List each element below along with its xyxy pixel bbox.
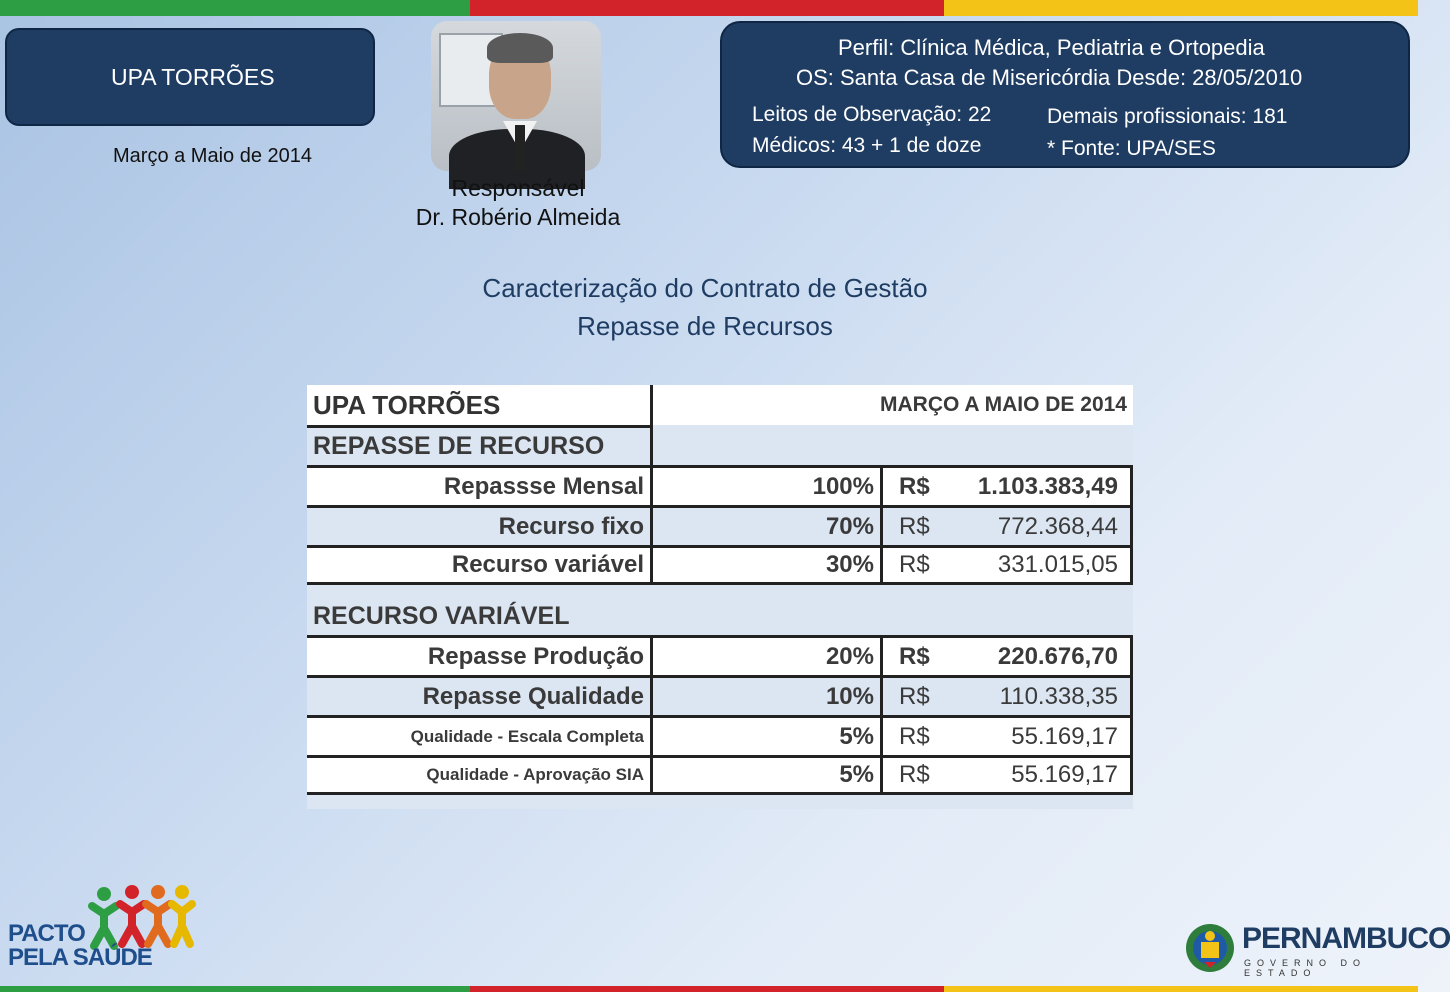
state-emblem-icon bbox=[1184, 922, 1236, 974]
row-label: Qualidade - Escala Completa bbox=[307, 718, 653, 755]
row-label: Recurso variável bbox=[307, 548, 653, 582]
unit-name: UPA TORRÕES bbox=[111, 63, 275, 90]
responsible-caption bbox=[398, 174, 638, 232]
row-currency: R$ bbox=[899, 642, 930, 670]
table-row bbox=[307, 505, 1133, 545]
section-subtitle: Repasse de Recursos bbox=[577, 311, 833, 341]
row-currency: R$ bbox=[899, 761, 930, 788]
other-staff-count: Demais profissionais: 181 bbox=[1047, 105, 1288, 128]
row-percent: 100% bbox=[653, 468, 883, 505]
row-currency: R$ bbox=[899, 551, 930, 578]
row-label: Recurso fixo bbox=[307, 508, 653, 545]
unit-name-box bbox=[5, 28, 375, 126]
table-row bbox=[307, 675, 1133, 715]
table-unit: UPA TORRÕES bbox=[307, 385, 653, 425]
os-line: OS: Santa Casa de Misericórdia Desde: 28/05/2010 bbox=[796, 65, 1303, 90]
row-amount: 110.338,35 bbox=[999, 682, 1118, 710]
table-header-row bbox=[307, 385, 1133, 425]
row-percent: 5% bbox=[653, 718, 883, 755]
table-row bbox=[307, 635, 1133, 675]
table-section-row bbox=[307, 597, 1133, 635]
table-period: MARÇO A MAIO DE 2014 bbox=[880, 393, 1127, 416]
table-spacer bbox=[307, 585, 1133, 597]
table-row bbox=[307, 755, 1133, 795]
row-currency: R$ bbox=[899, 722, 930, 750]
table-section-row bbox=[307, 425, 1133, 465]
row-label: Qualidade - Aprovação SIA bbox=[307, 758, 653, 792]
pacto-line1: PACTO bbox=[8, 920, 85, 947]
row-amount: 220.676,70 bbox=[997, 642, 1118, 670]
period-label: Março a Maio de 2014 bbox=[113, 145, 313, 167]
state-name: PERNAMBUCO bbox=[1242, 922, 1450, 955]
row-percent: 10% bbox=[653, 678, 883, 715]
row-percent: 5% bbox=[653, 758, 883, 792]
pacto-line2: PELA SAÚDE bbox=[8, 944, 152, 971]
row-amount: 1.103.383,49 bbox=[977, 472, 1118, 500]
responsible-name: Dr. Robério Almeida bbox=[415, 204, 621, 230]
row-amount: 55.169,17 bbox=[1011, 761, 1118, 788]
responsible-photo bbox=[431, 21, 601, 171]
row-amount: 772.368,44 bbox=[997, 512, 1118, 540]
beds-count: Leitos de Observação: 22 bbox=[752, 103, 992, 126]
table-row bbox=[307, 545, 1133, 585]
resource-table bbox=[307, 385, 1133, 809]
source-note: * Fonte: UPA/SES bbox=[1047, 137, 1216, 160]
table-row bbox=[307, 465, 1133, 505]
row-percent: 70% bbox=[653, 508, 883, 545]
responsible-label: Responsável bbox=[451, 175, 585, 201]
pernambuco-logo bbox=[1180, 920, 1450, 978]
table-bottom-spacer bbox=[307, 795, 1133, 809]
section-repasse: REPASSE DE RECURSO bbox=[307, 425, 653, 465]
doctors-count: Médicos: 43 + 1 de doze bbox=[752, 134, 982, 157]
row-currency: R$ bbox=[899, 682, 930, 710]
row-currency: R$ bbox=[899, 472, 930, 500]
bottom-color-stripe bbox=[0, 986, 1418, 992]
row-percent: 20% bbox=[653, 638, 883, 675]
row-amount: 331.015,05 bbox=[997, 551, 1118, 578]
row-label: Repasse Qualidade bbox=[307, 678, 653, 715]
row-amount: 55.169,17 bbox=[1011, 722, 1118, 750]
row-percent: 30% bbox=[653, 548, 883, 582]
profile-box bbox=[720, 21, 1410, 168]
profile-line: Perfil: Clínica Médica, Pediatria e Ortopedia bbox=[838, 35, 1265, 60]
row-label: Repasse Produção bbox=[307, 638, 653, 675]
top-color-stripe bbox=[0, 0, 1418, 16]
row-currency: R$ bbox=[899, 512, 930, 540]
state-government-label: GOVERNO DO ESTADO bbox=[1244, 958, 1367, 978]
section-variavel: RECURSO VARIÁVEL bbox=[313, 601, 570, 630]
row-label: Repassse Mensal bbox=[307, 468, 653, 505]
table-row bbox=[307, 715, 1133, 755]
pacto-pela-saude-logo bbox=[8, 884, 198, 974]
section-title: Caracterização do Contrato de Gestão bbox=[482, 273, 928, 303]
